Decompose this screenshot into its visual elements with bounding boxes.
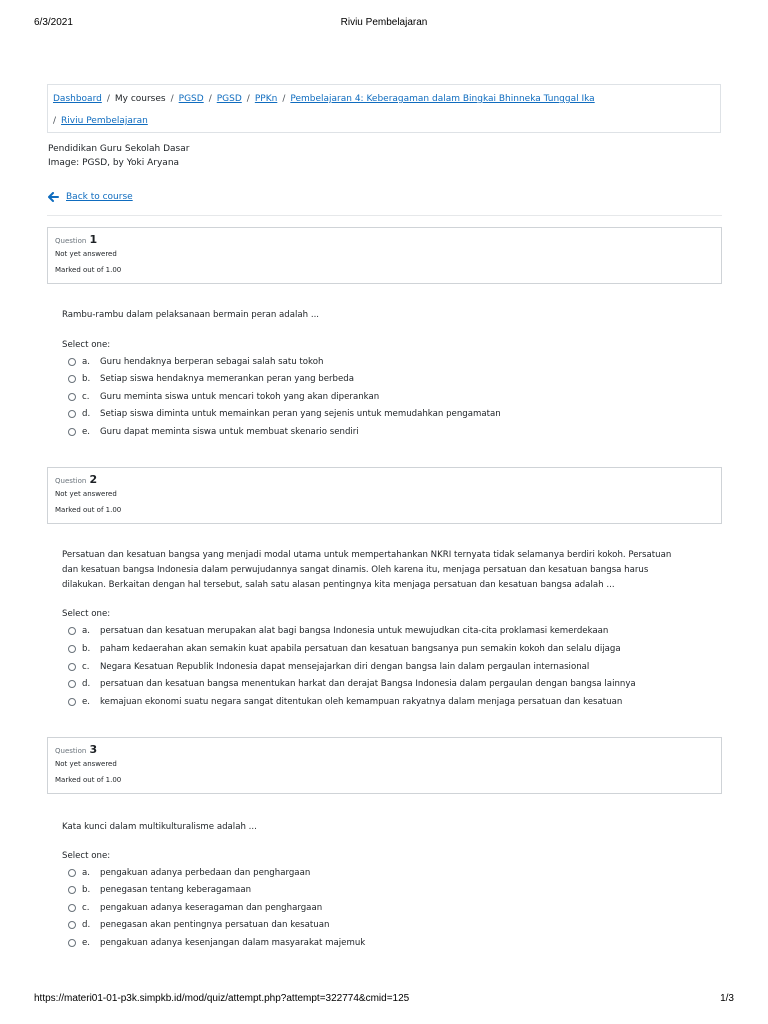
radio-button[interactable]	[68, 645, 76, 653]
option-letter: d.	[82, 920, 91, 930]
question-1-info	[47, 227, 722, 284]
option-text: penegasan tentang keberagamaan	[100, 885, 252, 895]
option-text: Setiap siswa diminta untuk memainkan peran yang sejenis untuk memudahkan pengamatan	[100, 409, 501, 419]
back-to-course-link[interactable]	[48, 191, 133, 203]
option-letter: d.	[82, 409, 91, 419]
question-number: 3	[89, 743, 98, 756]
question-2-option-e[interactable]	[68, 696, 622, 708]
option-letter: c.	[82, 903, 90, 913]
question-text-line: dan kesatuan bangsa Indonesia dalam perwujudannya sangat dinamis. Oleh karena itu, menjaga persatuan dan kesatuan bangsa harus	[62, 565, 649, 575]
radio-button[interactable]	[68, 904, 76, 912]
select-one-label: Select one:	[62, 609, 111, 619]
option-text: kemajuan ekonomi suatu negara sangat ditentukan oleh kemampuan rakyatnya dalam menjaga persatuan dan kesatuan	[100, 697, 623, 707]
option-letter: d.	[82, 679, 91, 689]
breadcrumb-separator: /	[282, 94, 286, 104]
print-footer	[0, 993, 768, 1007]
question-state: Not yet answered	[55, 250, 117, 258]
option-text: Guru hendaknya berperan sebagai salah satu tokoh	[100, 357, 324, 367]
question-number: 2	[89, 473, 98, 486]
option-text: pengakuan adanya keseragaman dan penghargaan	[100, 903, 323, 913]
breadcrumb-pgsd-sub-link[interactable]: PGSD	[216, 94, 242, 104]
option-letter: a.	[82, 626, 90, 636]
question-grade: Marked out of 1.00	[55, 776, 122, 784]
question-3-option-e[interactable]	[68, 937, 365, 949]
question-text-line: Persatuan dan kesatuan bangsa yang menjadi modal utama untuk mempertahankan NKRI ternyata tidak selamanya berdiri kokoh. Persatuan	[62, 550, 672, 560]
radio-button[interactable]	[68, 939, 76, 947]
question-state: Not yet answered	[55, 760, 117, 768]
question-3-info	[47, 737, 722, 794]
select-one-label: Select one:	[62, 340, 111, 350]
radio-button[interactable]	[68, 921, 76, 929]
breadcrumb-separator: /	[106, 94, 110, 104]
breadcrumb-separator: /	[246, 94, 250, 104]
breadcrumb-section-link[interactable]: Pembelajaran 4: Keberagaman dalam Bingkai Bhinneka Tunggal Ika	[290, 94, 595, 104]
question-grade: Marked out of 1.00	[55, 266, 122, 274]
back-to-course-label: Back to course	[66, 192, 133, 202]
option-letter: b.	[82, 644, 91, 654]
question-3-text: Kata kunci dalam multikulturalisme adalah ...	[62, 822, 257, 832]
question-1-option-e[interactable]	[68, 426, 359, 438]
question-1-option-a[interactable]	[68, 356, 323, 368]
question-label: Question	[55, 237, 87, 245]
question-2-option-d[interactable]	[68, 678, 636, 690]
breadcrumb-separator: /	[208, 94, 212, 104]
question-text-line: dilakukan. Berkaitan dengan hal tersebut, salah satu alasan pentingnya kita menjaga persatuan dan kesatuan bangsa adalah ...	[62, 580, 615, 590]
question-1-option-c[interactable]	[68, 391, 379, 403]
question-1-text: Rambu-rambu dalam pelaksanaan bermain peran adalah ...	[62, 310, 320, 320]
question-2-option-b[interactable]	[68, 643, 621, 655]
question-3-option-a[interactable]	[68, 867, 310, 879]
option-letter: c.	[82, 662, 90, 672]
question-1-option-d[interactable]	[68, 408, 501, 420]
question-number: 1	[89, 233, 98, 246]
course-info	[48, 142, 189, 170]
radio-button[interactable]	[68, 698, 76, 706]
option-letter: e.	[82, 427, 91, 437]
option-text: penegasan akan pentingnya persatuan dan kesatuan	[100, 920, 330, 930]
option-text: persatuan dan kesatuan bangsa menentukan harkat dan derajat Bangsa Indonesia dalam pergaulan dengan bangsa lainnya	[100, 679, 636, 689]
question-label: Question	[55, 477, 87, 485]
radio-button[interactable]	[68, 663, 76, 671]
question-3-option-b[interactable]	[68, 884, 251, 896]
select-one-label: Select one:	[62, 851, 111, 861]
question-3-option-c[interactable]	[68, 902, 322, 914]
question-2-option-c[interactable]	[68, 661, 589, 673]
option-letter: c.	[82, 392, 90, 402]
option-text: paham kedaerahan akan semakin kuat apabila persatuan dan kesatuan bangsanya pun semakin kokoh dan selalu dijaga	[100, 644, 621, 654]
breadcrumb-my-courses: My courses	[114, 94, 166, 104]
question-2-text	[62, 548, 712, 593]
arrow-left-icon	[48, 192, 59, 202]
option-text: pengakuan adanya kesenjangan dalam masyarakat majemuk	[100, 938, 366, 948]
option-text: Guru dapat meminta siswa untuk membuat skenario sendiri	[100, 427, 359, 437]
breadcrumb-ppkn-link[interactable]: PPKn	[254, 94, 278, 104]
radio-button[interactable]	[68, 393, 76, 401]
option-letter: b.	[82, 374, 91, 384]
question-label: Question	[55, 747, 87, 755]
print-url: https://materi01-01-p3k.simpkb.id/mod/quiz/attempt.php?attempt=322774&cmid=125	[34, 993, 410, 1004]
radio-button[interactable]	[68, 410, 76, 418]
option-letter: a.	[82, 357, 90, 367]
option-text: Guru meminta siswa untuk mencari tokoh yang akan diperankan	[100, 392, 380, 402]
question-state: Not yet answered	[55, 490, 117, 498]
radio-button[interactable]	[68, 358, 76, 366]
radio-button[interactable]	[68, 428, 76, 436]
question-grade: Marked out of 1.00	[55, 506, 122, 514]
breadcrumb-dashboard-link[interactable]: Dashboard	[53, 94, 102, 104]
radio-button[interactable]	[68, 680, 76, 688]
question-3-option-d[interactable]	[68, 919, 329, 931]
radio-button[interactable]	[68, 375, 76, 383]
breadcrumb-separator: /	[53, 116, 57, 126]
breadcrumb-riviu-link[interactable]: Riviu Pembelajaran	[61, 116, 148, 126]
option-text: Setiap siswa hendaknya memerankan peran yang berbeda	[100, 374, 355, 384]
breadcrumb-pgsd-link[interactable]: PGSD	[178, 94, 204, 104]
radio-button[interactable]	[68, 627, 76, 635]
question-1-option-b[interactable]	[68, 373, 354, 385]
question-2-option-a[interactable]	[68, 625, 608, 637]
option-text: pengakuan adanya perbedaan dan penghargaan	[100, 868, 311, 878]
radio-button[interactable]	[68, 869, 76, 877]
divider	[47, 215, 722, 216]
option-text: persatuan dan kesatuan merupakan alat bagi bangsa Indonesia untuk mewujudkan cita-cita proklamasi kemerdekaan	[100, 626, 609, 636]
breadcrumb	[47, 84, 721, 133]
print-page-number: 1/3	[720, 993, 734, 1004]
option-letter: e.	[82, 938, 91, 948]
print-date: 6/3/2021	[34, 17, 73, 28]
print-header	[0, 17, 768, 31]
option-letter: a.	[82, 868, 90, 878]
question-2-info	[47, 467, 722, 524]
option-letter: b.	[82, 885, 91, 895]
course-name: Pendidikan Guru Sekolah Dasar	[48, 144, 190, 154]
option-text: Negara Kesatuan Republik Indonesia dapat mensejajarkan diri dengan bangsa lain dalam pergaulan internasional	[100, 662, 590, 672]
breadcrumb-separator: /	[170, 94, 174, 104]
radio-button[interactable]	[68, 886, 76, 894]
print-page-title: Riviu Pembelajaran	[340, 17, 428, 28]
option-letter: e.	[82, 697, 91, 707]
course-image-caption: Image: PGSD, by Yoki Aryana	[48, 158, 180, 168]
